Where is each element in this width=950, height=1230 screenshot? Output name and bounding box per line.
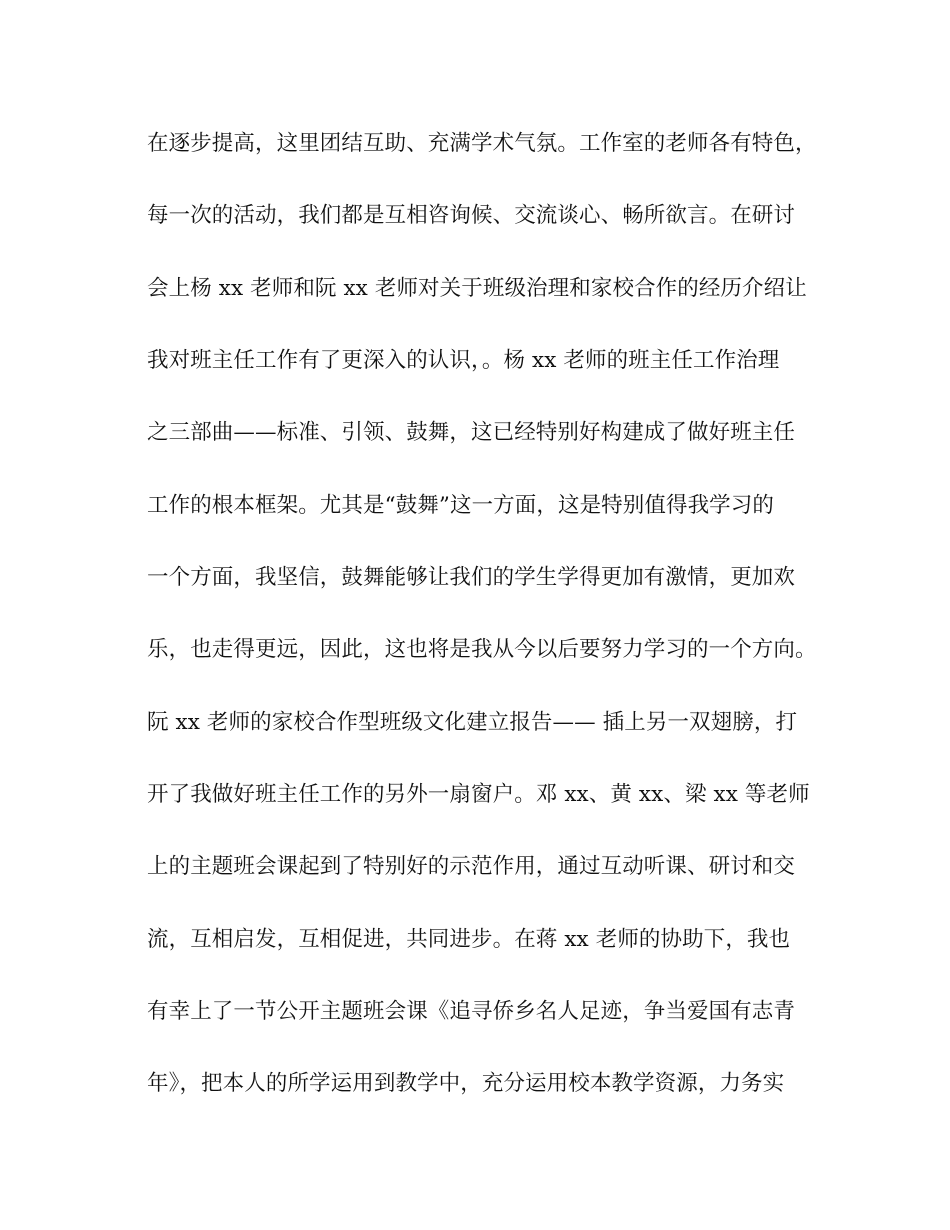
text-line: 开了我做好班主任工作的另外一扇窗户。邓 xx、黄 xx、梁 xx 等老师 — [147, 782, 810, 808]
text-line: 年》，把本人的所学运用到教学中，充分运用校本教学资源，力务实 — [147, 1071, 785, 1097]
text-line: 一个方面，我坚信，鼓舞能够让我们的学生学得更加有激情，更加欢 — [147, 565, 796, 591]
text-line: 在逐步提高，这里团结互助、充满学术气氛。工作室的老师各有特色， — [147, 131, 817, 156]
text-line: 有幸上了一节公开主题班会课《追寻侨乡名人足迹，争当爱国有志青 — [147, 999, 796, 1025]
text-line: 之三部曲——标准、引领、鼓舞，这已经特别好构建成了做好班主任 — [147, 420, 796, 446]
text-line: 我对班主任工作有了更深入的认识，。杨 xx 老师的班主任工作治理 — [147, 348, 780, 374]
text-line: 上的主题班会课起到了特别好的示范作用，通过互动听课、研讨和交 — [147, 854, 796, 880]
text-line: 阮 xx 老师的家校合作型班级文化建立报告—— 插上另一双翅膀，打 — [147, 709, 798, 735]
text-line: 每一次的活动，我们都是互相咨询候、交流谈心、畅所欲言。在研讨 — [147, 203, 796, 229]
text-line: 工作的根本框架。尤其是“鼓舞”这一方面，这是特别值得我学习的 — [147, 492, 774, 518]
body-text — [147, 126, 837, 1139]
text-line: 会上杨 xx 老师和阮 xx 老师对关于班级治理和家校合作的经历介绍让 — [147, 275, 807, 301]
text-line: 流，互相启发，互相促进，共同进步。在蒋 xx 老师的协助下，我也 — [147, 926, 791, 952]
text-line: 乐，也走得更远，因此，这也将是我从今以后要努力学习的一个方向。 — [147, 637, 817, 663]
